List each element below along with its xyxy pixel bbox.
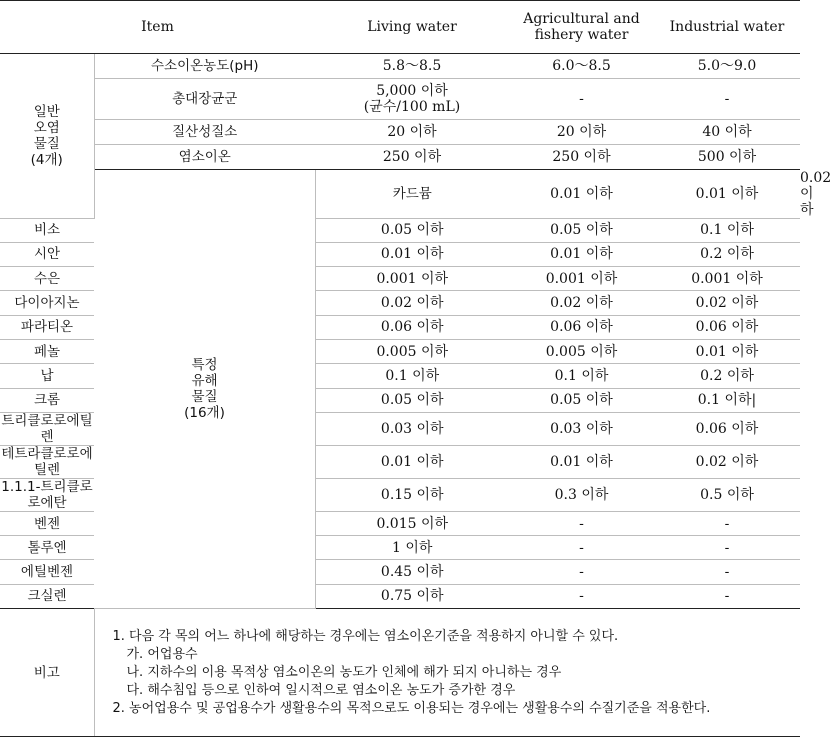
substance-name: 페놀 <box>0 339 94 363</box>
agri-value: 0.01 이하 <box>654 170 800 219</box>
agri-value: 0.02 이하 <box>509 291 654 315</box>
substance-name: 트리클로로에틸렌 <box>1 412 93 445</box>
substance-name: 벤젠 <box>0 511 94 535</box>
agri-value: 0.3 이하 <box>509 478 654 511</box>
living-value: 0.1 이하 <box>315 364 509 388</box>
table-row <box>0 120 800 145</box>
substance-name: 염소이온 <box>94 145 315 170</box>
substance-name: 카드뮴 <box>315 170 509 219</box>
agri-value: 0.01 이하 <box>509 242 654 266</box>
industrial-value: - <box>654 511 800 535</box>
agri-value: 0.05 이하 <box>509 218 654 242</box>
living-value: 0.01 이하 <box>315 242 509 266</box>
substance-name: 에틸벤젠 <box>0 560 94 584</box>
table-row: 특정 유해 물질 (16개) 카드뮴 0.01 이하 0.01 이하 0.02 이하 <box>0 170 800 219</box>
header-item: Item <box>0 1 315 54</box>
living-value: 1 이하 <box>315 536 509 560</box>
industrial-value: 0.01 이하 <box>654 339 800 363</box>
industrial-value: 0.06 이하 <box>654 315 800 339</box>
substance-name: 총대장균군 <box>94 79 315 120</box>
substance-name: 크롬 <box>0 388 94 412</box>
living-value: 5,000 이하 (균수/100 mL) <box>315 79 509 120</box>
industrial-value: 0.2 이하 <box>654 364 800 388</box>
industrial-value: 40 이하 <box>654 120 800 145</box>
living-value: 0.45 이하 <box>315 560 509 584</box>
industrial-value: - <box>654 560 800 584</box>
industrial-value: 0.02 이하 <box>654 445 800 478</box>
living-value: 0.001 이하 <box>315 267 509 291</box>
agri-value: 0.06 이하 <box>509 315 654 339</box>
substance-name: 시안 <box>0 242 94 266</box>
table-row <box>0 79 800 120</box>
living-value: 0.05 이하 <box>315 218 509 242</box>
table-row <box>0 54 800 79</box>
substance-name: 테트라클로로에틸렌 <box>1 445 93 478</box>
agri-value: 0.05 이하 <box>509 388 654 412</box>
substance-name: 수소이온농도(pH) <box>94 54 315 79</box>
living-value: 0.005 이하 <box>315 339 509 363</box>
remark-line: 1. 다음 각 목의 어느 하나에 해당하는 경우에는 염소이온기준을 적용하지 아니할 수 있다. <box>112 628 619 644</box>
living-value: 0.01 이하 <box>315 445 509 478</box>
industrial-value: - <box>654 536 800 560</box>
industrial-value: 0.2 이하 <box>654 242 800 266</box>
industrial-value: 0.06 이하 <box>654 412 800 445</box>
agri-value: 0.005 이하 <box>509 339 654 363</box>
industrial-value: 0.5 이하 <box>654 478 800 511</box>
industrial-value: 0.001 이하 <box>654 267 800 291</box>
substance-name: 비소 <box>0 218 94 242</box>
agri-value: 0.01 이하 <box>509 445 654 478</box>
living-value: 0.03 이하 <box>315 412 509 445</box>
agri-value: 0.1 이하 <box>509 364 654 388</box>
header-agricultural-fishery-water <box>509 1 654 54</box>
header-living-water: Living water <box>315 1 509 54</box>
industrial-value: - <box>654 584 800 608</box>
substance-name: 질산성질소 <box>94 120 315 145</box>
agri-value: 20 이하 <box>509 120 654 145</box>
substance-name: 톨루엔 <box>0 536 94 560</box>
category-specific-hazardous: 특정 유해 물질 (16개) <box>94 170 315 609</box>
living-value: 0.01 이하 <box>509 170 654 219</box>
substance-name: 수은 <box>0 267 94 291</box>
substance-name: 다이아지논 <box>0 291 94 315</box>
living-value: 0.75 이하 <box>315 584 509 608</box>
substance-name: 크실렌 <box>0 584 94 608</box>
living-value: 0.15 이하 <box>315 478 509 511</box>
category-general-pollutants: 일반 오염 물질 (4개) <box>0 54 94 219</box>
agri-value: 6.0～8.5 <box>509 54 654 79</box>
living-value: 250 이하 <box>315 145 509 170</box>
remark-line: 나. 지하수의 이용 목적상 염소이온의 농도가 인체에 해가 되지 아니하는 경우 <box>126 664 562 680</box>
header-industrial-water: Industrial water <box>654 1 800 54</box>
agri-value: - <box>509 560 654 584</box>
living-value: 0.02 이하 <box>315 291 509 315</box>
agri-value: - <box>509 584 654 608</box>
header-agri-line2: fishery water <box>534 27 629 43</box>
substance-name: 1.1.1-트리클로로에탄 <box>1 478 93 511</box>
agri-value: - <box>509 511 654 535</box>
industrial-value: 0.1 이하 <box>654 218 800 242</box>
living-value: 0.06 이하 <box>315 315 509 339</box>
remarks-row <box>0 609 800 737</box>
living-value: 0.015 이하 <box>315 511 509 535</box>
industrial-value: 5.0～9.0 <box>654 54 800 79</box>
header-row <box>0 1 800 54</box>
industrial-value: - <box>654 79 800 120</box>
living-value: 20 이하 <box>315 120 509 145</box>
industrial-value: 0.02 이하 <box>654 291 800 315</box>
remark-line: 다. 해수침입 등으로 인하여 일시적으로 염소이온 농도가 증가한 경우 <box>126 682 516 698</box>
agri-value: - <box>509 536 654 560</box>
industrial-value: 0.1 이하| <box>654 388 800 412</box>
industrial-value: 500 이하 <box>654 145 800 170</box>
remark-line: 2. 농어업용수 및 공업용수가 생활용수의 목적으로도 이용되는 경우에는 생활용수의 수질기준을 적용한다. <box>112 700 711 716</box>
substance-name: 납 <box>0 364 94 388</box>
living-value: 5.8～8.5 <box>315 54 509 79</box>
agri-value: 0.001 이하 <box>509 267 654 291</box>
table-row <box>0 145 800 170</box>
remarks-notes <box>94 609 800 737</box>
agri-value: - <box>509 79 654 120</box>
remark-line: 가. 어업용수 <box>126 646 198 662</box>
agri-value: 0.03 이하 <box>509 412 654 445</box>
substance-name: 파라티온 <box>0 315 94 339</box>
remarks-label: 비고 <box>0 609 94 737</box>
header-agri-line1: Agricultural and <box>523 11 640 27</box>
living-value: 0.05 이하 <box>315 388 509 412</box>
agri-value: 250 이하 <box>509 145 654 170</box>
